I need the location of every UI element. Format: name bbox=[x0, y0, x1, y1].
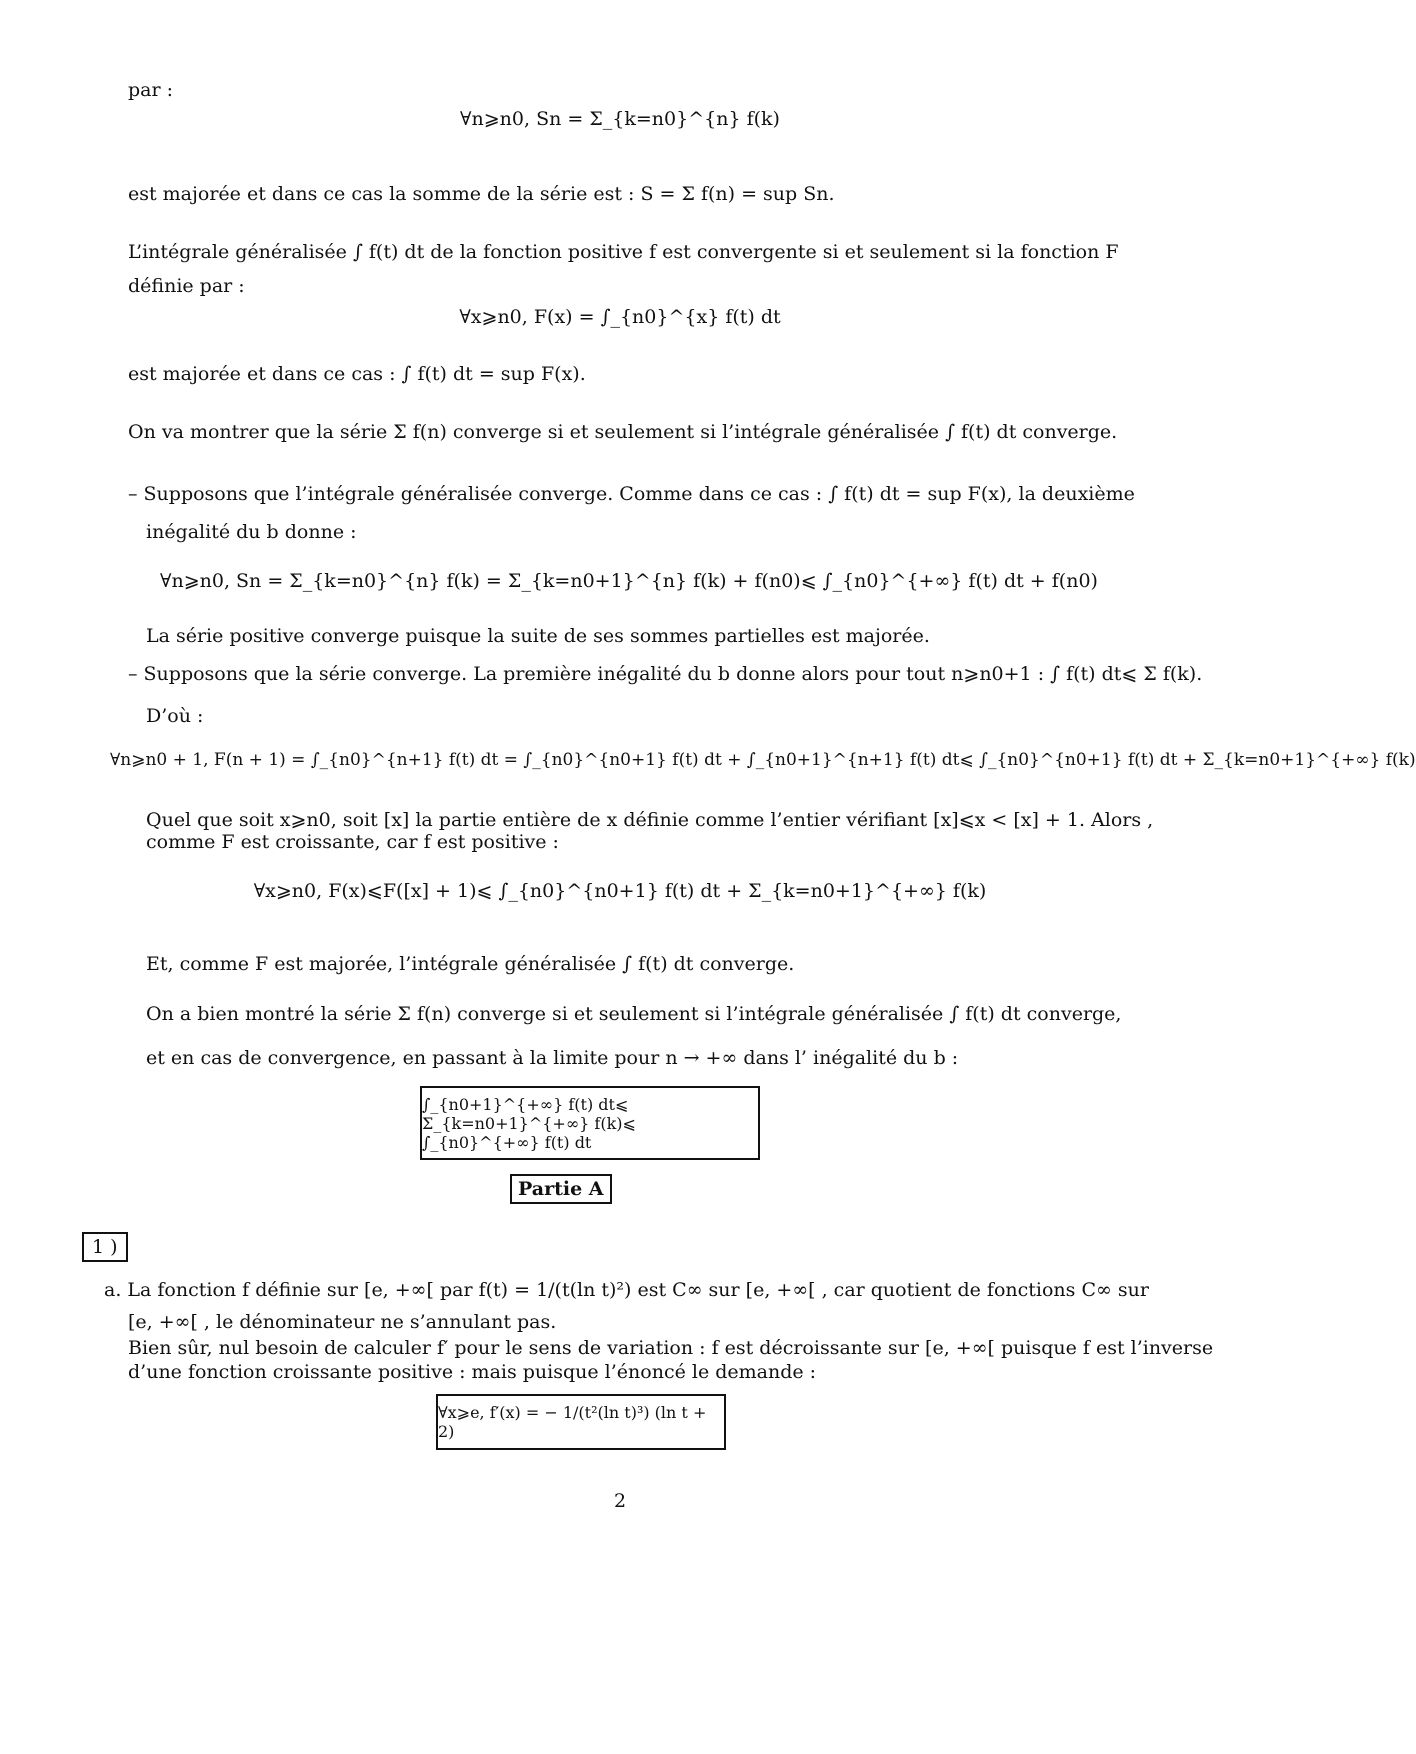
text-line: D’où : bbox=[146, 705, 204, 727]
equation: ∀n⩾n0, Sn = Σ_{k=n0}^{n} f(k) = Σ_{k=n0+1}^{n} f(k) + f(n0)⩽ ∫_{n0}^{+∞} f(t) dt + f(n0) bbox=[160, 570, 1098, 592]
text-line: On va montrer que la série Σ f(n) converge si et seulement si l’intégrale généralisée ∫ f(t) dt converge. bbox=[128, 421, 1118, 443]
section-heading: Partie A bbox=[510, 1174, 612, 1204]
equation: ∀n⩾n0 + 1, F(n + 1) = ∫_{n0}^{n+1} f(t) dt = ∫_{n0}^{n0+1} f(t) dt + ∫_{n0+1}^{n+1} f(t) dt⩽ ∫_{n0}^{n0+1} f(t) dt + Σ_{k=n0+1}^{+∞} f(k) bbox=[110, 750, 1416, 770]
boxed-equation: ∀x⩾e, f′(x) = − 1/(t²(ln t)³) (ln t + 2) bbox=[438, 1403, 707, 1441]
text-line: Et, comme F est majorée, l’intégrale généralisée ∫ f(t) dt converge. bbox=[146, 953, 795, 975]
text-line: On a bien montré la série Σ f(n) converge si et seulement si l’intégrale généralisée ∫ f(t) dt converge, bbox=[146, 1003, 1122, 1025]
text-line: La série positive converge puisque la suite de ses sommes partielles est majorée. bbox=[146, 625, 930, 647]
boxed-result bbox=[420, 1086, 760, 1160]
text-line: – Supposons que l’intégrale généralisée converge. Comme dans ce cas : ∫ f(t) dt = sup F(x), la deuxième bbox=[128, 483, 1135, 505]
equation: ∀n⩾n0, Sn = Σ_{k=n0}^{n} f(k) bbox=[460, 108, 780, 130]
text-line: définie par : bbox=[128, 275, 245, 297]
equation: ∀x⩾n0, F(x)⩽F([x] + 1)⩽ ∫_{n0}^{n0+1} f(t) dt + Σ_{k=n0+1}^{+∞} f(k) bbox=[253, 880, 987, 902]
page-number: 2 bbox=[613, 1490, 627, 1512]
text-line: Bien sûr, nul besoin de calculer f′ pour le sens de variation : f est décroissante sur [e, +∞[ puisque f est l’inverse bbox=[128, 1337, 1214, 1359]
text-line: et en cas de convergence, en passant à la limite pour n → +∞ dans l’ inégalité du b : bbox=[146, 1047, 959, 1069]
equation: ∀x⩾n0, F(x) = ∫_{n0}^{x} f(t) dt bbox=[459, 306, 781, 328]
text-line: L’intégrale généralisée ∫ f(t) dt de la fonction positive f est convergente si et seulement si la fonction F bbox=[128, 241, 1119, 263]
question-number: 1 ) bbox=[82, 1232, 128, 1262]
text-line: a. La fonction f définie sur [e, +∞[ par f(t) = 1/(t(ln t)²) est C∞ sur [e, +∞[ , car quotient de fonctions C∞ sur bbox=[104, 1279, 1149, 1301]
text-line: est majorée et dans ce cas la somme de la série est : S = Σ f(n) = sup Sn. bbox=[128, 183, 835, 205]
boxed-equation: ∫_{n0+1}^{+∞} f(t) dt⩽ Σ_{k=n0+1}^{+∞} f(k)⩽ ∫_{n0}^{+∞} f(t) dt bbox=[422, 1094, 636, 1152]
text-line: par : bbox=[128, 79, 174, 101]
text-line: [e, +∞[ , le dénominateur ne s’annulant pas. bbox=[128, 1311, 557, 1333]
boxed-result bbox=[436, 1394, 726, 1450]
text-line: comme F est croissante, car f est positive : bbox=[146, 831, 559, 853]
text-line: Quel que soit x⩾n0, soit [x] la partie entière de x définie comme l’entier vérifiant [x]⩽x < [x] + 1. Alors , bbox=[146, 809, 1154, 831]
text-line: d’une fonction croissante positive : mais puisque l’énoncé le demande : bbox=[128, 1361, 817, 1383]
text-line: est majorée et dans ce cas : ∫ f(t) dt = sup F(x). bbox=[128, 363, 586, 385]
text-line: inégalité du b donne : bbox=[146, 521, 357, 543]
text-line: – Supposons que la série converge. La première inégalité du b donne alors pour tout n⩾n0+1 : ∫ f(t) dt⩽ Σ f(k). bbox=[128, 663, 1203, 685]
